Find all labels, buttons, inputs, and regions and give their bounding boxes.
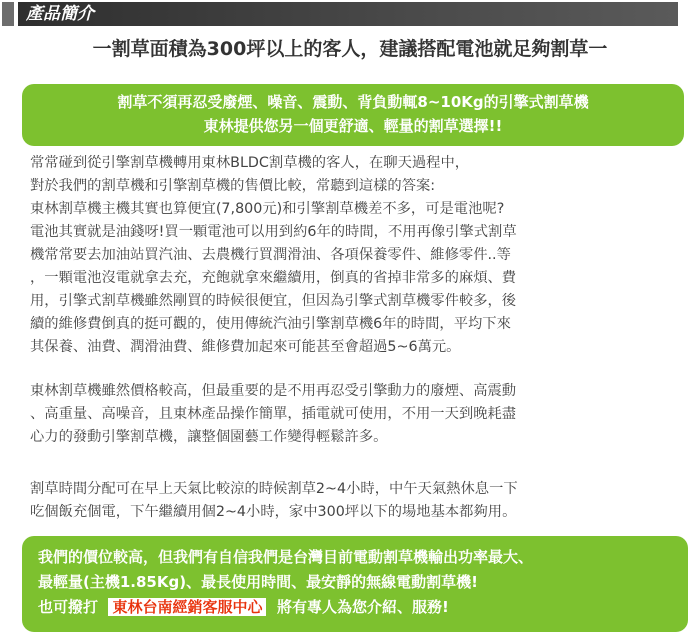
header-accent-block	[2, 2, 14, 26]
paragraph-line: 電池其實就是油錢呀!買一顆電池可以用到約6年的時間，不用再像引擎式割草	[30, 224, 517, 240]
contact-line-3	[38, 595, 688, 620]
paragraph-line: 常常碰到從引擎割草機轉用東林BLDC割草機的客人，在聊天過程中，	[30, 155, 470, 171]
section-title: 產品簡介	[18, 2, 678, 26]
intro-highlight-box	[22, 84, 684, 146]
headline: 一割草面積為300坪以上的客人，建議搭配電池就足夠割草一	[92, 38, 608, 60]
paragraph-line: 割草時間分配可在早上天氣比較涼的時候割草2~4小時，中午天氣熱休息一下	[30, 481, 518, 497]
paragraph-line: 東林割草機主機其實也算便宜(7,800元)和引擎割草機差不多，可是電池呢?	[30, 201, 505, 217]
paragraph-line: 續的維修費倒真的挺可觀的，使用傳統汽油引擎割草機6年的時間，平均下來	[30, 316, 511, 332]
contact-line-2: 最輕量(主機1.85Kg)、最長使用時間、最安靜的無線電動割草機!	[38, 573, 478, 591]
paragraph-line: 吃個飯充個電，下午繼續用個2~4小時，家中300坪以下的場地基本都夠用。	[30, 504, 517, 520]
paragraph-line: 其保養、油費、潤滑油費、維修費加起來可能甚至會超過5~6萬元。	[30, 339, 461, 355]
contact-line-1: 我們的價位較高，但我們有自信我們是台灣目前電動割草機輸出功率最大、	[38, 548, 534, 566]
paragraph-line: 、高重量、高噪音，且東林產品操作簡單，插電就可使用，不用一天到晚耗盡	[30, 406, 517, 422]
contact-highlight-box	[22, 536, 688, 632]
paragraph-line: 機常常要去加油站買汽油、去農機行買潤滑油、各項保養零件、維修零件..等	[30, 247, 511, 263]
section-header	[0, 0, 700, 30]
paragraph-cost-comparison	[30, 152, 682, 359]
paragraph-line: ，一顆電池沒電就拿去充，充飽就拿來繼續用，倒真的省掉非常多的麻煩、費	[30, 270, 517, 286]
contact-prefix: 也可撥打	[38, 598, 99, 616]
intro-line-1: 割草不須再忍受廢煙、噪音、震動、背負動輒8~10Kg的引擎式割草機	[117, 93, 589, 111]
dealer-service-link[interactable]: 東林台南經銷客服中心	[108, 598, 266, 616]
paragraph-benefits	[30, 380, 682, 449]
contact-suffix: 將有專人為您介紹、服務!	[276, 598, 449, 616]
paragraph-line: 對於我們的割草機和引擎割草機的售價比較，常聽到這樣的答案:	[30, 178, 436, 194]
paragraph-schedule	[30, 478, 682, 524]
paragraph-line: 東林割草機雖然價格較高，但最重要的是不用再忍受引擎動力的廢煙、高震動	[30, 383, 517, 399]
intro-line-2: 東林提供您另一個更舒適、輕量的割草選擇!!	[203, 117, 503, 135]
paragraph-line: 心力的發動引擎割草機，讓整個園藝工作變得輕鬆許多。	[30, 429, 388, 445]
paragraph-line: 用，引擎式割草機雖然剛買的時候很便宜，但因為引擎式割草機零件較多，後	[30, 293, 517, 309]
